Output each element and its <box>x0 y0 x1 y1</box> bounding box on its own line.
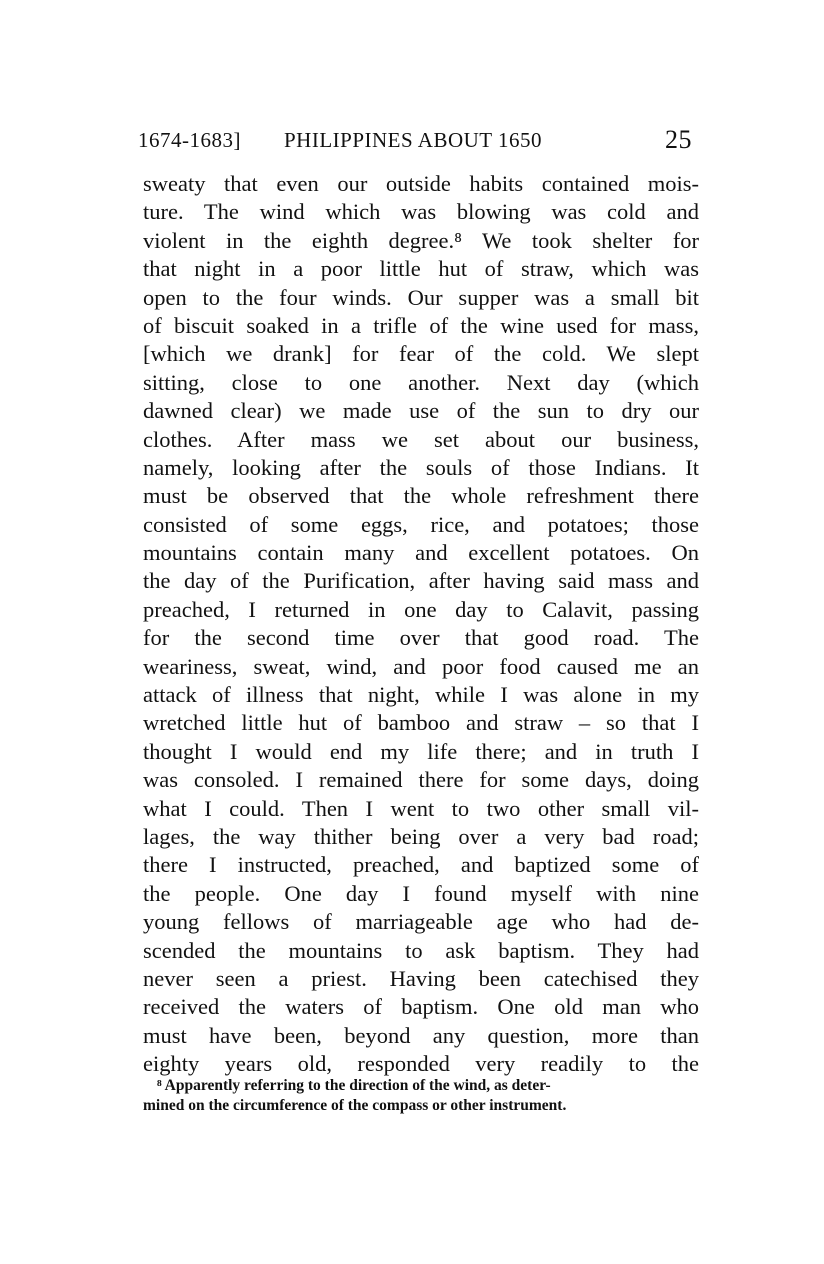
body-line: never seen a priest. Having been catechised they <box>143 965 699 991</box>
body-line: weariness, sweat, wind, and poor food caused me an <box>143 653 699 679</box>
body-line: sitting, close to one another. Next day (which <box>143 369 699 395</box>
body-line: eighty years old, responded very readily to the <box>143 1051 699 1077</box>
page-number: 25 <box>665 125 692 154</box>
body-line: consisted of some eggs, rice, and potatoes; those <box>143 511 699 537</box>
footnotes <box>143 1076 699 1116</box>
body-line: preached, I returned in one day to Calavit, passing <box>143 596 699 622</box>
body-line: there I instructed, preached, and baptized some of <box>143 852 699 878</box>
running-head-title: PHILIPPINES ABOUT 1650 <box>284 128 542 152</box>
running-head <box>138 125 698 160</box>
footnote-line: ⁸ Apparently referring to the direction of the wind, as deter- <box>157 1077 551 1094</box>
body-text <box>143 170 699 1079</box>
body-line: dawned clear) we made use of the sun to dry our <box>143 398 699 424</box>
body-line: was consoled. I remained there for some days, doing <box>143 767 699 793</box>
body-line: violent in the eighth degree.⁸ We took shelter for <box>143 227 699 253</box>
body-line: the people. One day I found myself with nine <box>143 880 699 906</box>
body-line: lages, the way thither being over a very bad road; <box>143 823 699 849</box>
body-line: sweaty that even our outside habits contained mois- <box>143 171 699 196</box>
body-line: ture. The wind which was blowing was cold and <box>143 199 699 225</box>
body-line: open to the four winds. Our supper was a small bit <box>143 284 699 310</box>
body-line: [which we drank] for fear of the cold. We slept <box>143 341 699 367</box>
body-line: must be observed that the whole refreshment there <box>143 483 699 509</box>
body-line: thought I would end my life there; and in truth I <box>143 738 699 764</box>
body-line: clothes. After mass we set about our business, <box>143 426 699 452</box>
body-line: wretched little hut of bamboo and straw – so that I <box>143 710 699 736</box>
body-line: what I could. Then I went to two other small vil- <box>143 795 699 821</box>
body-line: received the waters of baptism. One old man who <box>143 994 699 1020</box>
body-line: attack of illness that night, while I was alone in my <box>143 682 699 708</box>
body-line: mountains contain many and excellent potatoes. On <box>143 540 699 566</box>
body-line: namely, looking after the souls of those Indians. It <box>143 454 699 480</box>
running-head-date-range: 1674-1683] <box>138 128 241 152</box>
footnote-line: mined on the circumference of the compass or other instrument. <box>143 1097 567 1114</box>
body-line: for the second time over that good road. The <box>143 625 699 651</box>
body-line: scended the mountains to ask baptism. They had <box>143 937 699 963</box>
body-line: must have been, beyond any question, more than <box>143 1022 699 1048</box>
body-line: of biscuit soaked in a trifle of the wine used for mass, <box>143 312 699 338</box>
body-line: the day of the Purification, after having said mass and <box>143 568 699 594</box>
body-line: young fellows of marriageable age who had de- <box>143 909 699 935</box>
body-line: that night in a poor little hut of straw, which was <box>143 256 699 282</box>
